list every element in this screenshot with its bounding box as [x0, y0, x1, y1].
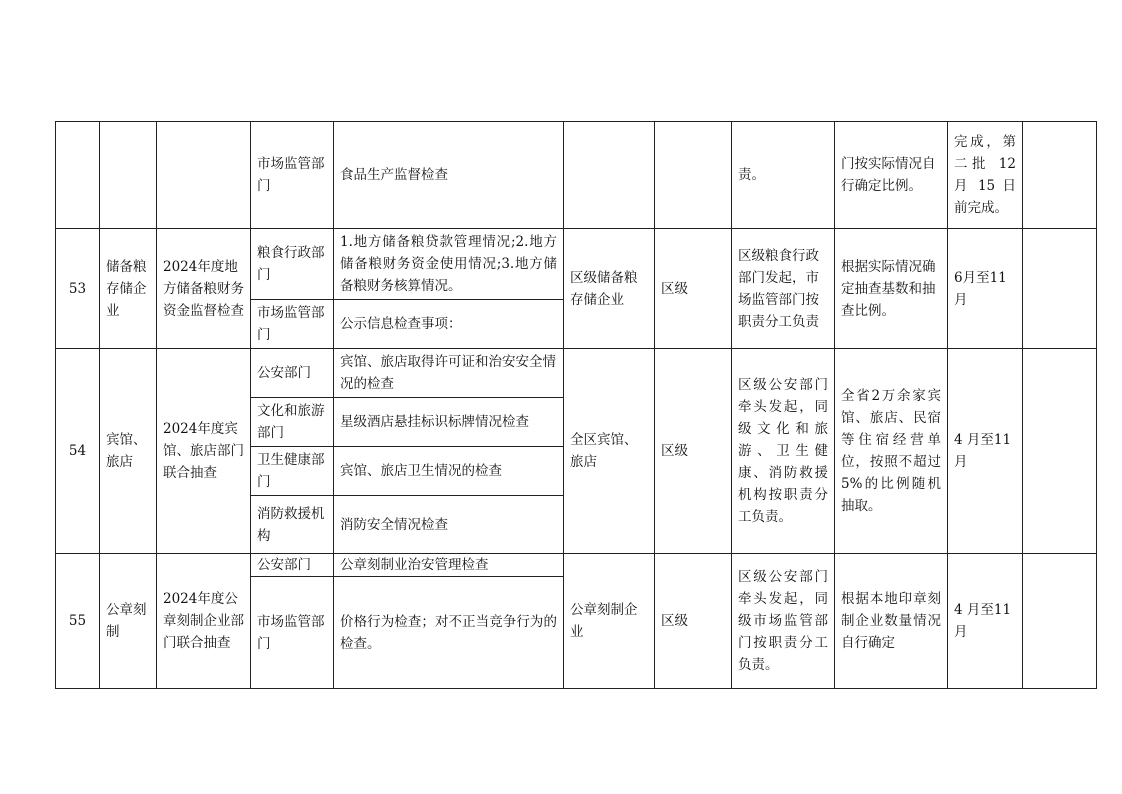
cell-dept: 市场监管部门 — [251, 122, 334, 229]
cell-time: 6月至11月 — [948, 229, 1023, 349]
cell-time: 完成，第二批 12 月 15 日前完成。 — [948, 122, 1023, 229]
cell-dept: 市场监管部门 — [251, 577, 334, 689]
cell-category: 宾馆、旅店 — [100, 349, 157, 554]
cell-remark — [1023, 229, 1097, 349]
cell-remark — [1023, 122, 1097, 229]
cell-level: 区级 — [655, 349, 732, 554]
cell-category — [100, 122, 157, 229]
cell-remark — [1023, 349, 1097, 554]
cell-item: 消防安全情况检查 — [334, 496, 564, 554]
cell-item: 公示信息检查事项： — [334, 300, 564, 349]
table-row — [56, 349, 1097, 398]
cell-no — [56, 122, 100, 229]
cell-task: 2024年度宾馆、旅店部门联合抽查 — [157, 349, 251, 554]
cell-no: 53 — [56, 229, 100, 349]
table-row — [56, 229, 1097, 300]
cell-task: 2024年度公章刻制企业部门联合抽查 — [157, 554, 251, 689]
cell-ratio: 全省2万余家宾馆、旅店、民宿等住宿经营单位，按照不超过5%的比例随机抽取。 — [835, 349, 948, 554]
cell-task: 2024年度地方储备粮财务资金监督检查 — [157, 229, 251, 349]
cell-dept: 文化和旅游部门 — [251, 398, 334, 447]
cell-ratio: 根据本地印章刻制企业数量情况自行确定 — [835, 554, 948, 689]
cell-dept: 粮食行政部门 — [251, 229, 334, 300]
cell-item: 星级酒店悬挂标识标牌情况检查 — [334, 398, 564, 447]
cell-method: 区级公安部门牵头发起，同级文化和旅游、卫生健康、消防救援机构按职责分工负责。 — [732, 349, 835, 554]
cell-level: 区级 — [655, 554, 732, 689]
cell-dept: 卫生健康部门 — [251, 447, 334, 496]
cell-item: 价格行为检查；对不正当竞争行为的检查。 — [334, 577, 564, 689]
cell-item: 公章刻制业治安管理检查 — [334, 554, 564, 577]
cell-dept: 公安部门 — [251, 349, 334, 398]
cell-item: 宾馆、旅店取得许可证和治安安全情况的检查 — [334, 349, 564, 398]
cell-item: 1.地方储备粮贷款管理情况;2.地方储备粮财务资金使用情况;3.地方储备粮财务核算情况。 — [334, 229, 564, 300]
cell-time: 4 月至11月 — [948, 554, 1023, 689]
cell-category: 公章刻制 — [100, 554, 157, 689]
cell-level: 区级 — [655, 229, 732, 349]
cell-ratio: 根据实际情况确定抽查基数和抽查比例。 — [835, 229, 948, 349]
cell-object: 公章刻制企业 — [564, 554, 655, 689]
cell-dept: 公安部门 — [251, 554, 334, 577]
cell-category: 储备粮存储企业 — [100, 229, 157, 349]
table-row — [56, 554, 1097, 577]
cell-no: 54 — [56, 349, 100, 554]
cell-dept: 市场监管部门 — [251, 300, 334, 349]
cell-method: 责。 — [732, 122, 835, 229]
cell-level — [655, 122, 732, 229]
cell-object: 全区宾馆、旅店 — [564, 349, 655, 554]
table-row — [56, 122, 1097, 229]
cell-remark — [1023, 554, 1097, 689]
cell-object — [564, 122, 655, 229]
cell-object: 区级储备粮存储企业 — [564, 229, 655, 349]
cell-method: 区级公安部门牵头发起，同级市场监管部门按职责分工负责。 — [732, 554, 835, 689]
cell-time: 4 月至11月 — [948, 349, 1023, 554]
cell-item: 食品生产监督检查 — [334, 122, 564, 229]
cell-ratio: 门按实际情况自行确定比例。 — [835, 122, 948, 229]
cell-task — [157, 122, 251, 229]
cell-dept: 消防救援机构 — [251, 496, 334, 554]
cell-method: 区级粮食行政部门发起，市场监管部门按职责分工负责 — [732, 229, 835, 349]
cell-item: 宾馆、旅店卫生情况的检查 — [334, 447, 564, 496]
cell-no: 55 — [56, 554, 100, 689]
inspection-table — [55, 121, 1097, 689]
